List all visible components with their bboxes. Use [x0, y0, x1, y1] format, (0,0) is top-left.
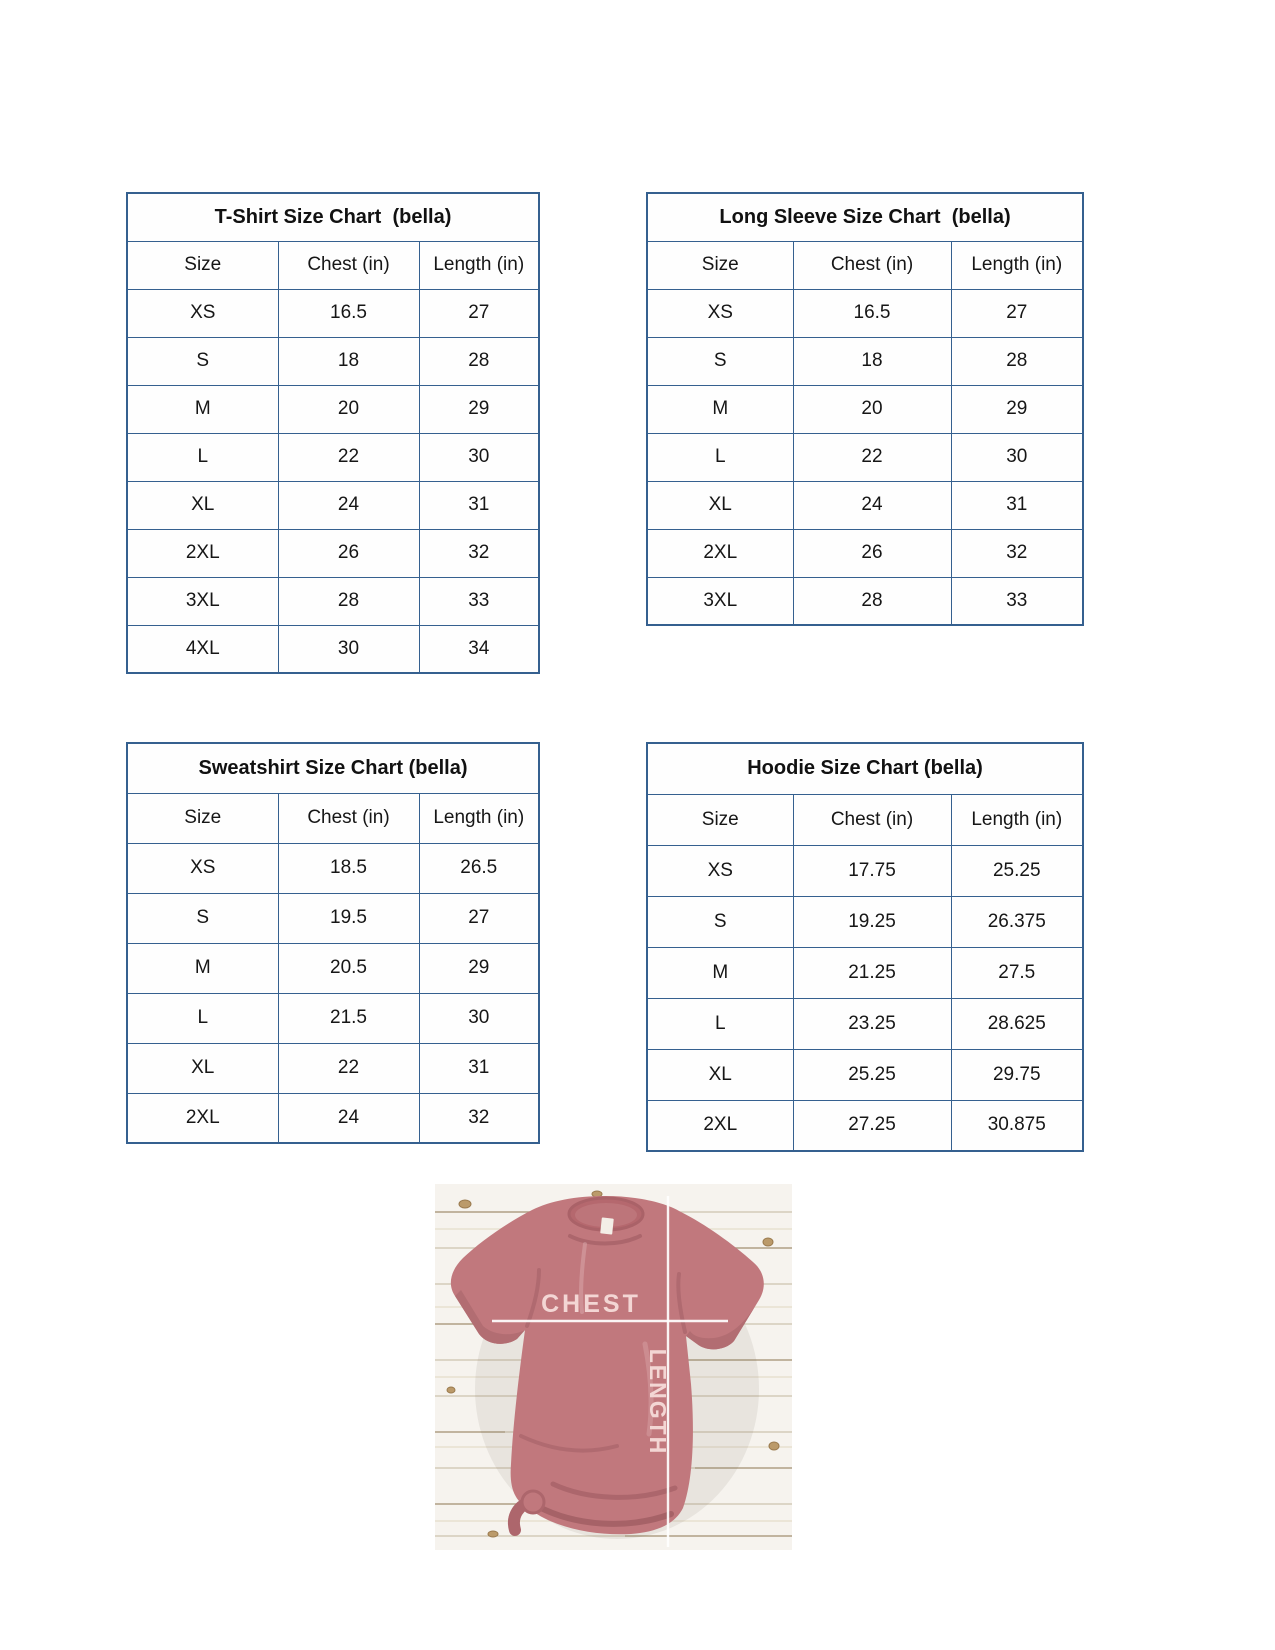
column-header-chest: Chest (in)	[278, 241, 419, 289]
table-cell: 28	[951, 337, 1083, 385]
column-header-size: Size	[647, 241, 793, 289]
table-header-row	[647, 241, 1083, 289]
table-title-row	[647, 193, 1083, 241]
table-title-row	[127, 193, 539, 241]
table-cell: L	[647, 998, 793, 1049]
table-cell: L	[647, 433, 793, 481]
table-cell: 26	[793, 529, 951, 577]
table-body	[127, 843, 539, 1143]
table-cell: 30	[419, 993, 539, 1043]
table-cell: 29	[419, 385, 539, 433]
table-row	[127, 993, 539, 1043]
table-cell: 33	[419, 577, 539, 625]
table-row	[127, 433, 539, 481]
table-cell: 18	[793, 337, 951, 385]
tshirt-size-chart-table	[126, 192, 540, 674]
table-cell: 27.25	[793, 1100, 951, 1151]
sweatshirt-size-chart-table	[126, 742, 540, 1144]
table-row	[127, 481, 539, 529]
table-row	[647, 481, 1083, 529]
table-cell: 19.25	[793, 896, 951, 947]
table-header-row	[647, 794, 1083, 845]
table-cell: 32	[951, 529, 1083, 577]
table-cell: 34	[419, 625, 539, 673]
table-row	[647, 1049, 1083, 1100]
table-row	[647, 998, 1083, 1049]
column-header-size: Size	[127, 241, 278, 289]
column-header-chest: Chest (in)	[793, 241, 951, 289]
table-row	[647, 577, 1083, 625]
table-cell: 28.625	[951, 998, 1083, 1049]
table-row	[127, 289, 539, 337]
table-cell: 30	[419, 433, 539, 481]
table-title: T-Shirt Size Chart (bella)	[127, 193, 539, 241]
table-cell: XL	[647, 481, 793, 529]
table-cell: S	[127, 337, 278, 385]
table-title-row	[647, 743, 1083, 794]
table-body	[127, 289, 539, 673]
table-row	[647, 385, 1083, 433]
table-cell: M	[647, 385, 793, 433]
table-cell: 26.5	[419, 843, 539, 893]
table-row	[127, 893, 539, 943]
table-row	[127, 1043, 539, 1093]
table-cell: XL	[127, 481, 278, 529]
table-cell: 21.25	[793, 947, 951, 998]
table-cell: 22	[278, 1043, 419, 1093]
table-cell: XS	[647, 845, 793, 896]
table-cell: 2XL	[647, 1100, 793, 1151]
table-title-row	[127, 743, 539, 793]
table-header-row	[127, 793, 539, 843]
table-cell: XL	[127, 1043, 278, 1093]
table-row	[127, 577, 539, 625]
table-title: Hoodie Size Chart (bella)	[647, 743, 1083, 794]
table-cell: 20	[793, 385, 951, 433]
table-row	[647, 337, 1083, 385]
table-cell: 2XL	[647, 529, 793, 577]
table-row	[127, 843, 539, 893]
table-cell: 27	[419, 289, 539, 337]
table-row	[127, 529, 539, 577]
table-cell: L	[127, 433, 278, 481]
table-cell: 29	[951, 385, 1083, 433]
chest-label: CHEST	[541, 1290, 641, 1318]
table-cell: 27.5	[951, 947, 1083, 998]
table-row	[647, 947, 1083, 998]
column-header-length: Length (in)	[419, 241, 539, 289]
table-cell: XS	[127, 843, 278, 893]
table-cell: 19.5	[278, 893, 419, 943]
table-cell: 30.875	[951, 1100, 1083, 1151]
table-row	[127, 337, 539, 385]
table-cell: 4XL	[127, 625, 278, 673]
table-cell: 21.5	[278, 993, 419, 1043]
column-header-size: Size	[647, 794, 793, 845]
table-cell: 3XL	[647, 577, 793, 625]
table-row	[647, 433, 1083, 481]
table-cell: 31	[419, 1043, 539, 1093]
column-header-length: Length (in)	[951, 794, 1083, 845]
long-sleeve-size-chart-table	[646, 192, 1084, 626]
table-cell: 23.25	[793, 998, 951, 1049]
hoodie-size-chart-table	[646, 742, 1084, 1152]
table-cell: 26.375	[951, 896, 1083, 947]
size-guide-photo	[435, 1184, 792, 1550]
table-cell: 22	[278, 433, 419, 481]
table-cell: 20	[278, 385, 419, 433]
table-cell: 17.75	[793, 845, 951, 896]
table-cell: S	[647, 896, 793, 947]
table-cell: 16.5	[793, 289, 951, 337]
table-cell: 24	[278, 1093, 419, 1143]
table-cell: 26	[278, 529, 419, 577]
table-cell: 3XL	[127, 577, 278, 625]
table-cell: 27	[419, 893, 539, 943]
table-body	[647, 845, 1083, 1151]
table-row	[127, 625, 539, 673]
table-cell: M	[127, 385, 278, 433]
table-cell: 28	[278, 577, 419, 625]
table-cell: XS	[647, 289, 793, 337]
length-label: LENGTH	[645, 1348, 671, 1456]
table-cell: M	[127, 943, 278, 993]
table-cell: 28	[419, 337, 539, 385]
column-header-length: Length (in)	[951, 241, 1083, 289]
table-cell: 32	[419, 1093, 539, 1143]
table-cell: L	[127, 993, 278, 1043]
table-row	[647, 1100, 1083, 1151]
table-row	[647, 529, 1083, 577]
table-row	[127, 943, 539, 993]
table-cell: 2XL	[127, 1093, 278, 1143]
table-cell: 28	[793, 577, 951, 625]
table-cell: 33	[951, 577, 1083, 625]
table-row	[647, 896, 1083, 947]
table-cell: 25.25	[951, 845, 1083, 896]
table-row	[647, 289, 1083, 337]
table-cell: 24	[793, 481, 951, 529]
table-body	[647, 289, 1083, 625]
table-cell: 29.75	[951, 1049, 1083, 1100]
column-header-size: Size	[127, 793, 278, 843]
table-cell: S	[127, 893, 278, 943]
table-row	[127, 1093, 539, 1143]
table-cell: M	[647, 947, 793, 998]
table-cell: 29	[419, 943, 539, 993]
table-cell: 25.25	[793, 1049, 951, 1100]
table-cell: S	[647, 337, 793, 385]
table-cell: 31	[419, 481, 539, 529]
table-row	[127, 385, 539, 433]
column-header-chest: Chest (in)	[278, 793, 419, 843]
table-cell: 30	[951, 433, 1083, 481]
table-cell: XS	[127, 289, 278, 337]
column-header-length: Length (in)	[419, 793, 539, 843]
table-cell: 22	[793, 433, 951, 481]
table-cell: 18	[278, 337, 419, 385]
table-cell: 27	[951, 289, 1083, 337]
table-title: Long Sleeve Size Chart (bella)	[647, 193, 1083, 241]
table-cell: 16.5	[278, 289, 419, 337]
table-cell: 31	[951, 481, 1083, 529]
table-cell: 20.5	[278, 943, 419, 993]
table-cell: 30	[278, 625, 419, 673]
table-cell: 24	[278, 481, 419, 529]
table-cell: 2XL	[127, 529, 278, 577]
table-cell: 32	[419, 529, 539, 577]
column-header-chest: Chest (in)	[793, 794, 951, 845]
table-cell: 18.5	[278, 843, 419, 893]
table-title: Sweatshirt Size Chart (bella)	[127, 743, 539, 793]
table-cell: XL	[647, 1049, 793, 1100]
table-row	[647, 845, 1083, 896]
table-header-row	[127, 241, 539, 289]
